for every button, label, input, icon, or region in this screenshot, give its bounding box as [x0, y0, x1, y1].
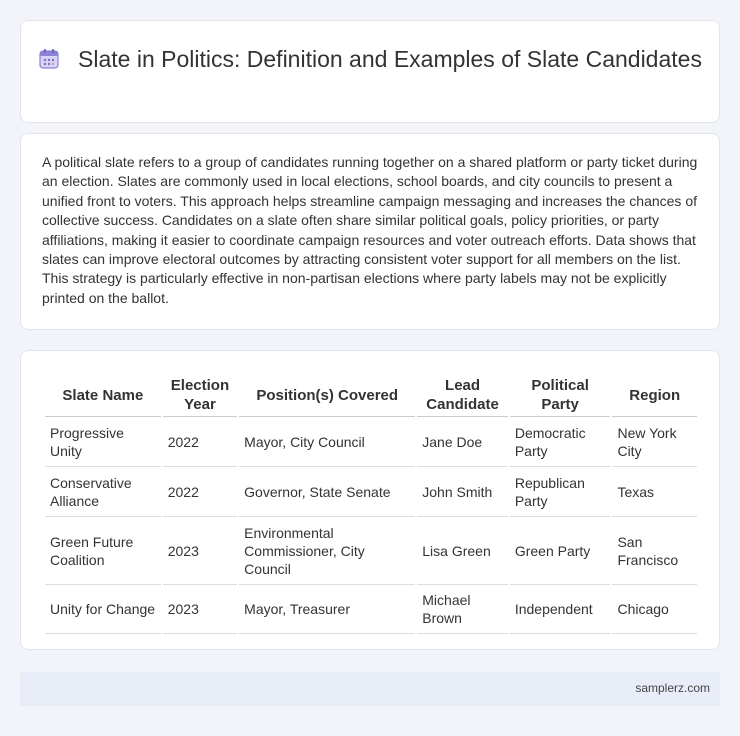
- header-slate-name: Slate Name: [45, 371, 161, 417]
- cell-slate-name: Green Future Coalition: [45, 517, 161, 585]
- cell-election-year: 2022: [163, 467, 237, 517]
- cell-political-party: Green Party: [510, 517, 611, 585]
- cell-political-party: Democratic Party: [510, 417, 611, 467]
- cell-positions: Governor, State Senate: [239, 467, 415, 517]
- footer-source[interactable]: samplerz.com: [635, 681, 710, 695]
- table-card: [20, 350, 720, 650]
- cell-slate-name: Unity for Change: [45, 585, 161, 634]
- cell-political-party: Republican Party: [510, 467, 611, 517]
- cell-region: Chicago: [612, 585, 697, 634]
- cell-election-year: 2022: [163, 417, 237, 467]
- cell-positions: Mayor, Treasurer: [239, 585, 415, 634]
- cell-election-year: 2023: [163, 585, 237, 634]
- table-row: [45, 585, 697, 634]
- header-political-party: Political Party: [510, 371, 611, 417]
- calendar-icon: [38, 48, 60, 70]
- cell-lead-candidate: Jane Doe: [417, 417, 508, 467]
- cell-positions: Environmental Commissioner, City Council: [239, 517, 415, 585]
- cell-region: New York City: [612, 417, 697, 467]
- table-row: [45, 417, 697, 467]
- cell-election-year: 2023: [163, 517, 237, 585]
- cell-lead-candidate: Lisa Green: [417, 517, 508, 585]
- header-region: Region: [612, 371, 697, 417]
- cell-lead-candidate: Michael Brown: [417, 585, 508, 634]
- intro-paragraph: A political slate refers to a group of candidates running together on a shared platform or party ticket during an election. Slates are commonly used in local elections, school boards, and city councils to present a unified front to voters. This approach helps streamline campaign messaging and increases the chances of collective success. Candidates on a slate often share similar political goals, policy priorities, or party affiliations, making it easier to coordinate campaign resources and voter outreach efforts. Data shows that slates can improve electoral outcomes by attracting consistent voter support for all members on the list. This strategy is particularly effective in non-partisan elections where party labels may not be explicitly printed on the ballot.: [42, 154, 698, 306]
- page-title-wrap: [21, 45, 719, 74]
- cell-region: San Francisco: [612, 517, 697, 585]
- table-header-row: [45, 371, 697, 417]
- cell-region: Texas: [612, 467, 697, 517]
- page-title: Slate in Politics: Definition and Examples of Slate Candidates: [78, 46, 702, 72]
- table-row: [45, 517, 697, 585]
- slate-table: [43, 371, 699, 634]
- cell-lead-candidate: John Smith: [417, 467, 508, 517]
- header-card: [20, 20, 720, 123]
- cell-positions: Mayor, City Council: [239, 417, 415, 467]
- header-positions: Position(s) Covered: [239, 371, 415, 417]
- intro-card: [20, 133, 720, 330]
- cell-slate-name: Progressive Unity: [45, 417, 161, 467]
- header-lead-candidate: Lead Candidate: [417, 371, 508, 417]
- footer-bar: [20, 672, 720, 706]
- cell-political-party: Independent: [510, 585, 611, 634]
- table-row: [45, 467, 697, 517]
- header-election-year: Election Year: [163, 371, 237, 417]
- cell-slate-name: Conservative Alliance: [45, 467, 161, 517]
